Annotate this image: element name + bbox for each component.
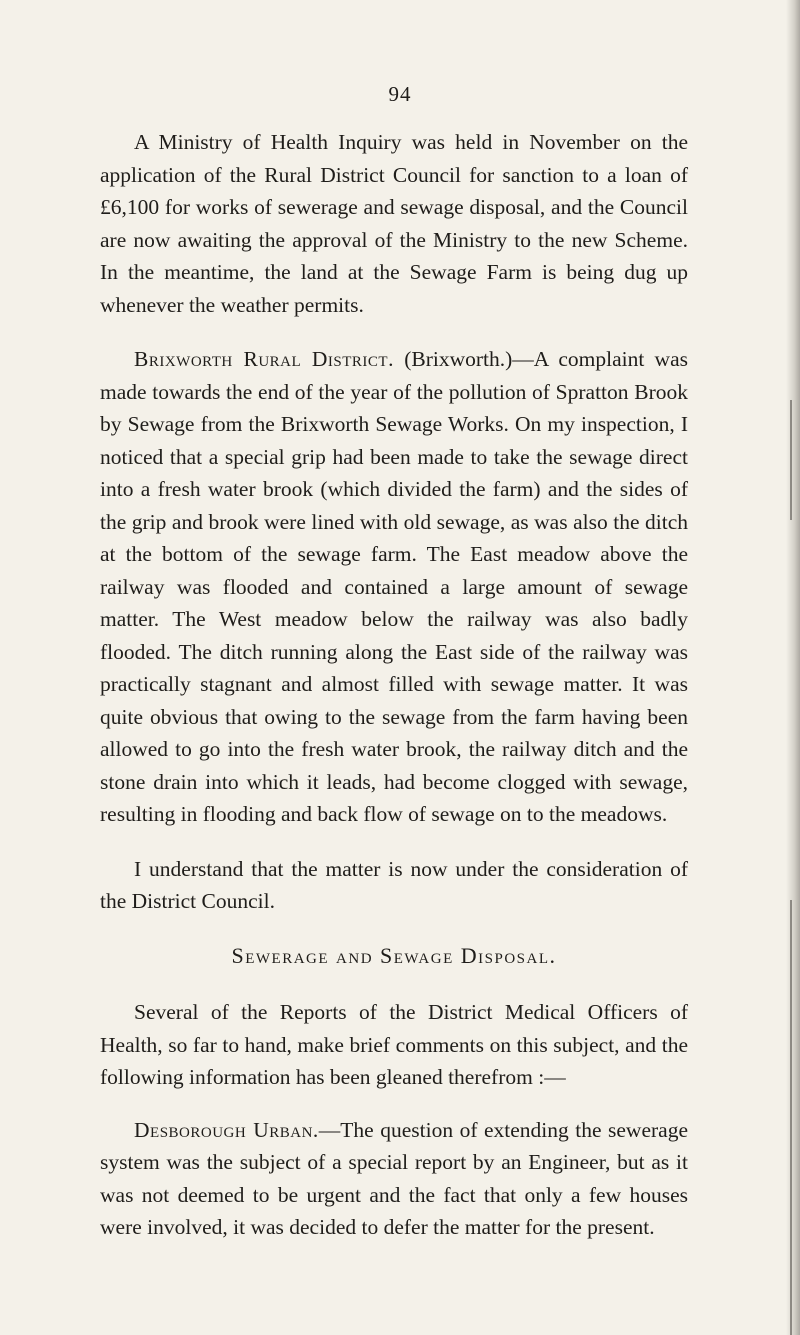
desborough-heading: Desborough Urban. <box>134 1117 319 1142</box>
page-number: 94 <box>388 82 412 106</box>
paragraph-district-council: I understand that the matter is now under the consideration of the District Council. <box>100 856 688 913</box>
page-edge-mark <box>790 400 792 520</box>
page-edge-shadow <box>786 0 800 1335</box>
paragraph-brixworth <box>100 343 688 831</box>
brixworth-heading: Brixworth Rural District. <box>134 347 394 371</box>
desborough-body: —The question of extending the sewerage system was the subject of a special report by an Engineer, but as it was not deemed to be urgent and the fact that only a few houses were involved, it was decided to defer the matter for the present. <box>100 1117 688 1239</box>
paragraph-ministry-inquiry: A Ministry of Health Inquiry was held in November on the application of the Rural District Council for sanction to a loan of £6,100 for works of sewerage and sewage disposal, and the Council are now awaiting the approval of the Ministry to the new Scheme. In the meantime, the land at the Sewage Farm is being dug up whenever the weather permits. <box>100 130 688 317</box>
paragraph-reports: Several of the Reports of the District Medical Officers of Health, so far to hand, make brief comments on this subject, and the following information has been gleaned therefrom :— <box>100 1000 688 1089</box>
body-text <box>100 126 688 1266</box>
brixworth-body: (Brixworth.)—A complaint was made towards the end of the year of the pollution of Spratton Brook by Sewage from the Brixworth Sewage Works. On my inspection, I noticed that a special grip had been made to take the sewage direct into a fresh water brook (which divided the farm) and the sides of the grip and brook were lined with old sewage, as was also the ditch at the bottom of the sewage farm. The East meadow above the railway was flooded and contained a large amount of sewage matter. The West meadow below the railway was also badly flooded. The ditch running along the East side of the railway was practically stagnant and almost filled with sewage matter. It was quite obvious that owing to the sewage from the farm having been allowed to go into the fresh water brook, the railway ditch and the stone drain into which it leads, had become clogged with sewage, resulting in flooding and back flow of sewage on to the meadows. <box>100 347 688 826</box>
section-heading: Sewerage and Sewage Disposal. <box>231 942 557 968</box>
paragraph-desborough <box>100 1114 688 1244</box>
page-edge-mark <box>790 900 792 1335</box>
